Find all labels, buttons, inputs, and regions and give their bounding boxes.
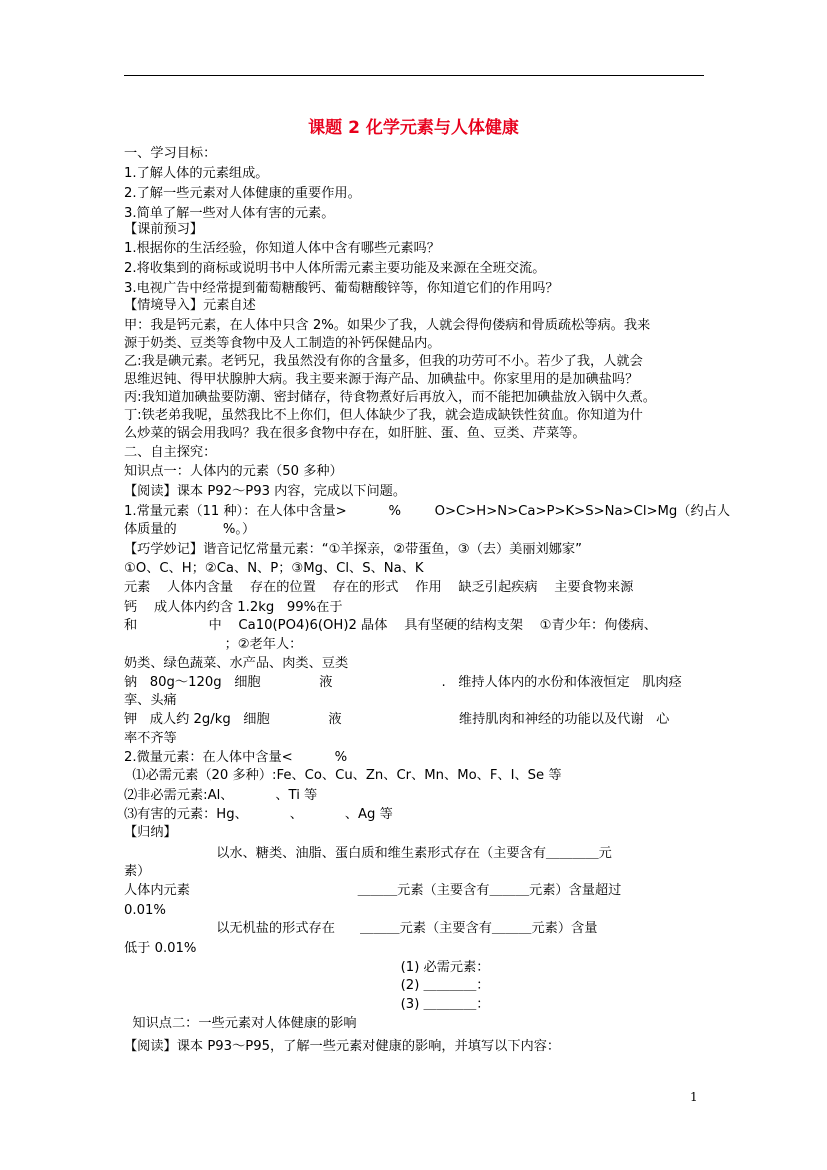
text-line: 奶类、绿色蔬菜、水产品、肉类、豆类 <box>124 656 349 671</box>
text-line: 1.常量元素（11 种）：在人体中含量> % O>C>H>N>Ca>P>K>S>Na>Cl>Mg（约占人 <box>124 504 731 519</box>
text-line: 以无机盐的形式存在 ＿＿＿元素（主要含有＿＿＿元素）含量 <box>124 921 598 936</box>
text-line: 1.了解人体的元素组成。 <box>124 166 269 181</box>
text-line: 2.了解一些元素对人体健康的重要作用。 <box>124 186 361 201</box>
text-line: 么炒菜的锅会用我吗？我在很多食物中存在，如肝脏、蛋、鱼、豆类、芹菜等。 <box>124 426 586 441</box>
text-line: 2.微量元素：在人体中含量< % <box>124 750 348 765</box>
text-line: 知识点一：人体内的元素（50 多种） <box>124 464 343 479</box>
text-line: 二、自主探究： <box>124 445 217 460</box>
text-line: 【课前预习】 <box>124 222 204 237</box>
text-line: 知识点二：一些元素对人体健康的影响 <box>124 1016 357 1031</box>
text-line: 源于奶类、豆类等食物中及人工制造的补钙保健品内。 <box>124 336 441 351</box>
text-line: 1.根据你的生活经验，你知道人体中含有哪些元素吗？ <box>124 241 440 256</box>
text-line: 素） <box>124 864 151 879</box>
text-line: 挛、头痛 <box>124 693 177 708</box>
text-line: 低于 0.01% <box>124 941 197 956</box>
text-line: 3.电视广告中经常提到葡萄糖酸钙、葡萄糖酸锌等，你知道它们的作用吗？ <box>124 281 559 296</box>
text-line: 3.简单了解一些对人体有害的元素。 <box>124 206 335 221</box>
text-line: 和 中 Ca10(PO4)6(OH)2 晶体 具有坚硬的结构支架 ①青少年：佝偻病、 <box>124 618 657 633</box>
text-line: 钠 80g～120g 细胞 液 . 维持人体内的水份和体液恒定 肌肉痉 <box>124 675 682 690</box>
text-line: 丁:铁老弟我呢，虽然我比不上你们，但人体缺少了我，就会造成缺铁性贫血。你知道为什 <box>124 408 643 423</box>
text-line: 2.将收集到的商标或说明书中人体所需元素主要功能及来源在全班交流。 <box>124 261 546 276</box>
text-line: 人体内元素 ＿＿＿元素（主要含有＿＿＿元素）含量超过 <box>124 883 622 898</box>
text-line: 以水、糖类、油脂、蛋白质和维生素形式存在（主要含有＿＿＿＿元 <box>124 846 612 861</box>
text-line: 甲：我是钙元素，在人体中只含 2%。如果少了我，人就会得佝偻病和骨质疏松等病。我来 <box>124 318 651 333</box>
text-line: ⑶有害的元素：Hg、 、 、Ag 等 <box>124 807 393 822</box>
text-line: ；②老年人： <box>124 637 303 652</box>
text-line: 体质量的 %。） <box>124 522 256 537</box>
text-line: 钾 成人约 2g/kg 细胞 液 维持肌肉和神经的功能以及代谢 心 <box>124 712 670 727</box>
text-line: 钙 成人体内约含 1.2kg 99%在于 <box>124 600 343 615</box>
text-line: 思维迟钝、得甲状腺肿大病。我主要来源于海产品、加碘盐中。你家里用的是加碘盐吗？ <box>124 372 639 387</box>
page-number: 1 <box>690 1090 698 1104</box>
text-line: ⑵非必需元素:Al、 、Ti 等 <box>124 788 318 803</box>
text-line: 元素 人体内含量 存在的位置 存在的形式 作用 缺乏引起疾病 主要食物来源 <box>124 580 634 595</box>
text-line: (3) ＿＿＿＿： <box>124 997 490 1012</box>
text-line: 【情境导入】元素自述 <box>124 298 256 313</box>
text-line: ⑴必需元素（20 多种）:Fe、Co、Cu、Zn、Cr、Mn、Mo、F、I、Se 等 <box>124 768 562 783</box>
text-line: 率不齐等 <box>124 731 177 746</box>
page-title: 课题 2 化学元素与人体健康 <box>308 118 519 138</box>
header-rule <box>124 75 704 76</box>
text-line: 0.01% <box>124 903 166 918</box>
text-line: 【阅读】课本 P92～P93 内容，完成以下问题。 <box>124 484 407 499</box>
text-line: ①O、C、H；②Ca、N、P；③Mg、Cl、S、Na、K <box>124 561 424 576</box>
text-line: (2) ＿＿＿＿： <box>124 978 490 993</box>
text-line: 丙:我知道加碘盐要防潮、密封储存，待食物煮好后再放入，而不能把加碘盐放入锅中久煮。 <box>124 390 656 405</box>
text-line: (1) 必需元素： <box>124 960 490 975</box>
text-line: 【阅读】课本 P93～P95，了解一些元素对健康的影响，并填写以下内容： <box>124 1039 561 1054</box>
text-line: 【归纳】 <box>124 825 177 840</box>
text-line: 一、学习目标： <box>124 146 217 161</box>
text-line: 【巧学妙记】谐音记忆常量元素：“①羊探亲，②带蛋鱼，③（去）美丽刘娜家” <box>124 542 582 557</box>
text-line: 乙:我是碘元素。老钙兄，我虽然没有你的含量多，但我的功劳可不小。若少了我，人就会 <box>124 354 643 369</box>
